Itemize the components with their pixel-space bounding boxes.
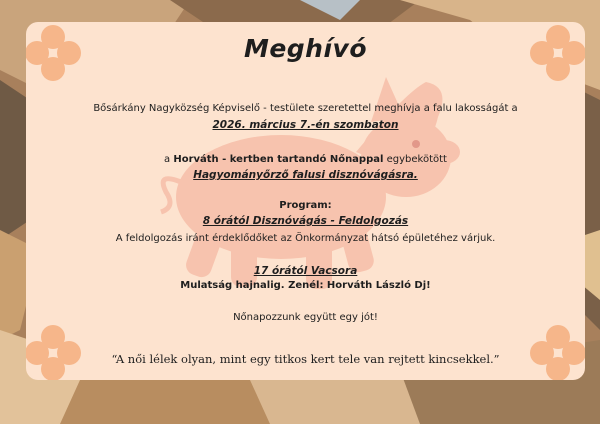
invitation-card (26, 22, 585, 380)
program-item-2: 17 órától Vacsora (253, 265, 358, 277)
greeting: Nőnapozzunk együtt egy jót! (233, 312, 378, 323)
intro-line: Bősárkány Nagyközség Képviselő - testülete szeretettel meghívja a falu lakosságát a (93, 103, 518, 114)
venue-prefix: a (164, 154, 174, 165)
event-name: Hagyományőrző falusi disznóvágásra. (193, 169, 418, 181)
venue-suffix: egybekötött (383, 154, 447, 165)
four-petal-flower-icon (527, 322, 585, 380)
program-item-1-note: A feldolgozás iránt érdeklődőket az Önkormányzat hátsó épületéhez várjuk. (115, 233, 496, 244)
four-petal-flower-icon (26, 322, 84, 380)
quote: “A női lélek olyan, mint egy titkos kert tele van rejtett kincsekkel.” (111, 352, 500, 366)
venue-line (26, 154, 585, 165)
event-date: 2026. március 7.-én szombaton (212, 119, 399, 131)
program-heading: Program: (279, 200, 332, 211)
program-item-2-note: Mulatság hajnalig. Zenél: Horváth László Dj! (180, 280, 431, 291)
program-item-1: 8 órától Disznóvágás - Feldolgozás (202, 215, 409, 227)
invitation-title: Meghívó (243, 34, 368, 63)
venue-name: Horváth - kertben tartandó Nőnappal (173, 154, 384, 165)
